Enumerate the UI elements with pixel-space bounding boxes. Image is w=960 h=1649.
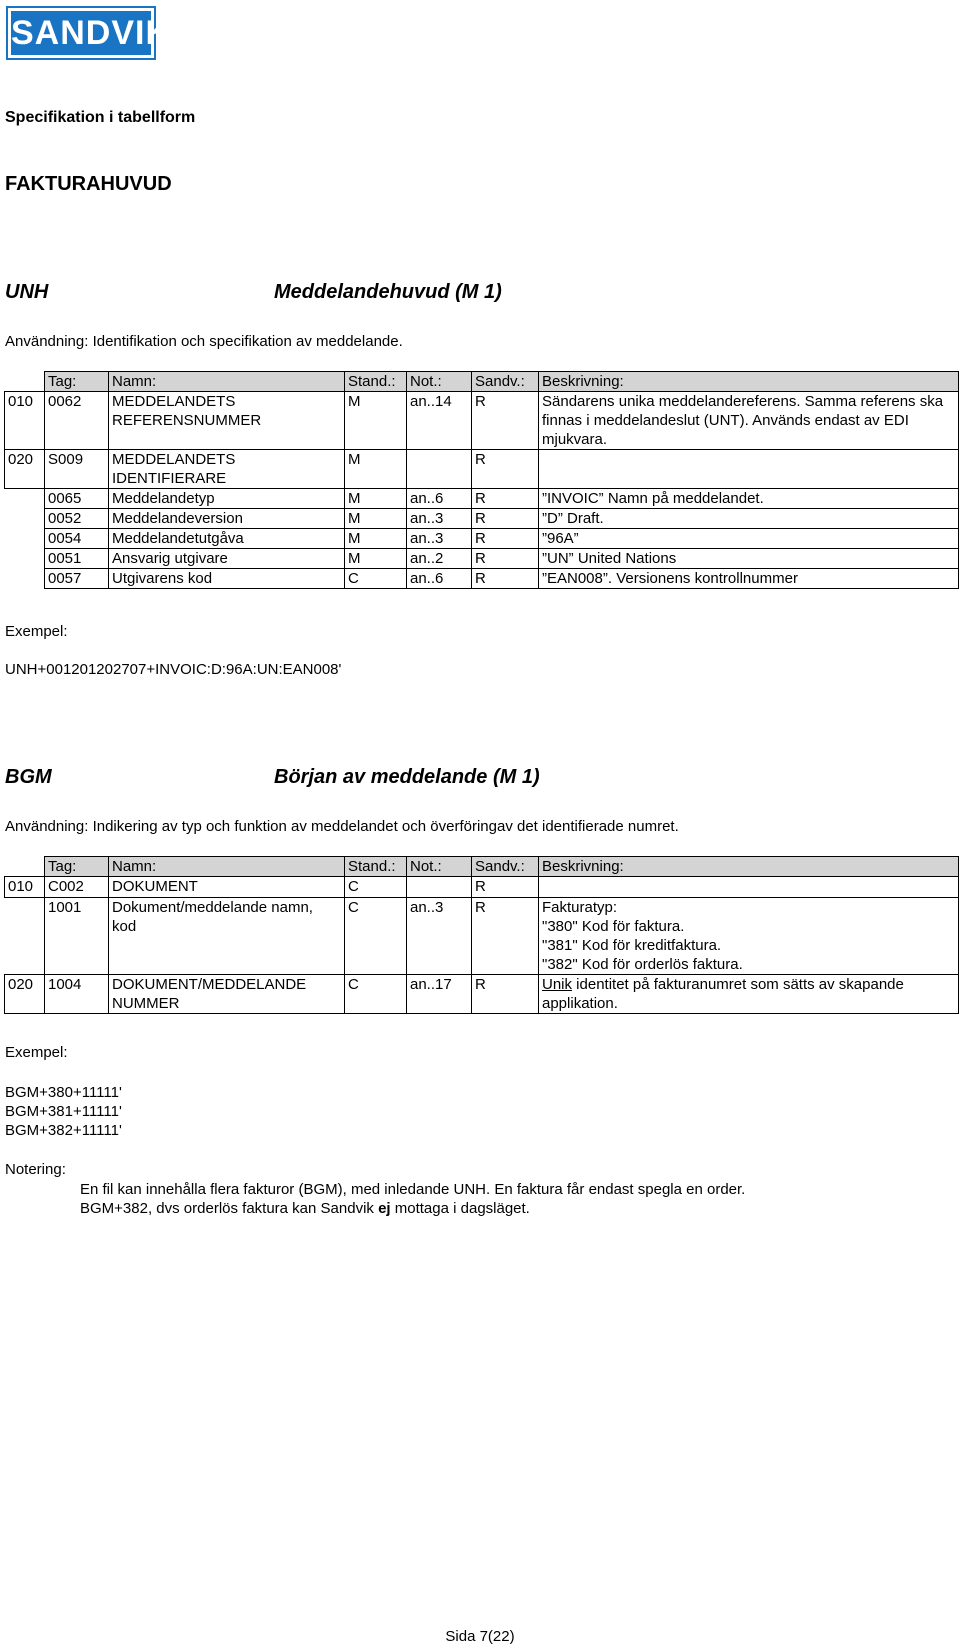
header-tag: Tag: [45,857,109,877]
row-sandv: R [472,529,539,549]
logo-text: SANDVIK [11,11,151,55]
table-row [5,489,959,509]
row-not: an..3 [407,509,472,529]
row-description [539,450,959,489]
row-description [539,975,959,1014]
unh-segment-code: UNH [5,281,49,303]
row-sandv: R [472,975,539,1014]
row-stand: C [345,877,407,898]
row-not: an..6 [407,489,472,509]
desc-line: "381" Kod för kreditfaktura. [542,937,722,954]
row-stand: C [345,975,407,1014]
row-description [539,877,959,898]
header-sandv: Sandv.: [472,372,539,392]
example-line: BGM+380+11111' [5,1084,122,1101]
table-row [5,877,959,898]
row-stand: M [345,509,407,529]
row-name: MEDDELANDETS IDENTIFIERARE [109,450,345,489]
desc-line: "382" Kod för orderlös faktura. [542,956,743,973]
table-row [5,509,959,529]
header-not: Not.: [407,857,472,877]
example-line: BGM+382+11111' [5,1122,122,1139]
row-not: an..14 [407,392,472,450]
note-line [80,1199,745,1218]
row-sandv: R [472,489,539,509]
row-not [407,450,472,489]
row-not: an..6 [407,569,472,589]
table-row [5,392,959,450]
row-description: ”96A” [539,529,959,549]
row-position: 020 [5,450,45,489]
row-sandv: R [472,569,539,589]
header-sandv: Sandv.: [472,857,539,877]
row-tag: 1001 [45,898,109,975]
table-header-row [5,372,959,392]
row-name: Meddelandetutgåva [109,529,345,549]
bgm-example-label: Exempel: [5,1044,68,1061]
desc-line: "380" Kod för faktura. [542,918,685,935]
example-line: BGM+381+11111' [5,1103,122,1120]
desc-line: Fakturatyp: [542,899,618,916]
table-row [5,529,959,549]
row-name: Utgivarens kod [109,569,345,589]
row-sandv: R [472,898,539,975]
row-stand: M [345,450,407,489]
row-position [5,489,45,509]
table-row [5,898,959,975]
sandvik-logo [6,6,172,60]
row-sandv: R [472,877,539,898]
row-stand: M [345,549,407,569]
row-position [5,898,45,975]
bgm-segment-name: Början av meddelande (M 1) [274,766,540,788]
row-name: Ansvarig utgivare [109,549,345,569]
row-description [539,898,959,975]
row-position: 010 [5,392,45,450]
document-subtitle: Specifikation i tabellform [5,109,196,126]
row-tag: 0052 [45,509,109,529]
row-stand: M [345,529,407,549]
row-description: ”D” Draft. [539,509,959,529]
table-row [5,569,959,589]
row-sandv: R [472,392,539,450]
row-tag: C002 [45,877,109,898]
bgm-examples [5,1083,122,1140]
row-tag: S009 [45,450,109,489]
row-not: an..2 [407,549,472,569]
note-emphasis: ej [378,1200,391,1217]
header-description: Beskrivning: [539,372,959,392]
row-sandv: R [472,509,539,529]
row-not: an..3 [407,529,472,549]
row-position: 020 [5,975,45,1014]
row-name: MEDDELANDETS REFERENSNUMMER [109,392,345,450]
header-stand: Stand.: [345,857,407,877]
header-stand: Stand.: [345,372,407,392]
note-part: mottaga i dagsläget. [390,1200,530,1217]
unh-segment-name: Meddelandehuvud (M 1) [274,281,502,303]
row-not [407,877,472,898]
row-position [5,569,45,589]
row-tag: 1004 [45,975,109,1014]
note-part: BGM+382, dvs orderlös faktura kan Sandvik [80,1200,379,1217]
row-description: ”INVOIC” Namn på meddelandet. [539,489,959,509]
note-text [80,1180,745,1218]
document-title: FAKTURAHUVUD [5,173,172,195]
row-name: Dokument/meddelande namn, kod [109,898,345,975]
table-header-row [5,857,959,877]
row-position [5,509,45,529]
row-sandv: R [472,549,539,569]
row-not: an..17 [407,975,472,1014]
unh-example-label: Exempel: [5,623,68,640]
row-tag: 0065 [45,489,109,509]
header-name: Namn: [109,372,345,392]
row-name: Meddelandetyp [109,489,345,509]
row-name: Meddelandeversion [109,509,345,529]
table-row [5,975,959,1014]
page-number: Sida 7(22) [445,1628,515,1645]
header-not: Not.: [407,372,472,392]
note-label: Notering: [5,1161,66,1178]
row-tag: 0062 [45,392,109,450]
unh-example: UNH+001201202707+INVOIC:D:96A:UN:EAN008' [5,661,342,678]
header-name: Namn: [109,857,345,877]
row-sandv: R [472,450,539,489]
bgm-spec-table [4,856,959,1014]
row-tag: 0057 [45,569,109,589]
row-stand: M [345,489,407,509]
row-name: DOKUMENT/MEDDELANDE NUMMER [109,975,345,1014]
row-position: 010 [5,877,45,898]
table-row [5,549,959,569]
desc-underlined: Unik [542,976,573,993]
bgm-usage: Användning: Indikering av typ och funktion av meddelandet och överföringav det identifierade numret. [5,818,679,835]
row-name: DOKUMENT [109,877,345,898]
note-line: En fil kan innehålla flera fakturor (BGM), med inledande UNH. En faktura får endast spegla en order. [80,1181,746,1198]
row-stand: M [345,392,407,450]
header-description: Beskrivning: [539,857,959,877]
bgm-segment-code: BGM [5,766,52,788]
row-description: Sändarens unika meddelandereferens. Samma referens ska finnas i meddelandeslut (UNT). Används endast av EDI mjukvara. [539,392,959,450]
unh-spec-table [4,371,959,589]
unh-usage: Användning: Identifikation och specifikation av meddelande. [5,333,403,350]
desc-rest: identitet på fakturanumret som sätts av skapande applikation. [542,976,904,1012]
row-not: an..3 [407,898,472,975]
row-position [5,549,45,569]
row-stand: C [345,569,407,589]
row-description: ”EAN008”. Versionens kontrollnummer [539,569,959,589]
header-tag: Tag: [45,372,109,392]
row-tag: 0051 [45,549,109,569]
row-description: ”UN” United Nations [539,549,959,569]
table-row [5,450,959,489]
row-tag: 0054 [45,529,109,549]
row-position [5,529,45,549]
row-stand: C [345,898,407,975]
